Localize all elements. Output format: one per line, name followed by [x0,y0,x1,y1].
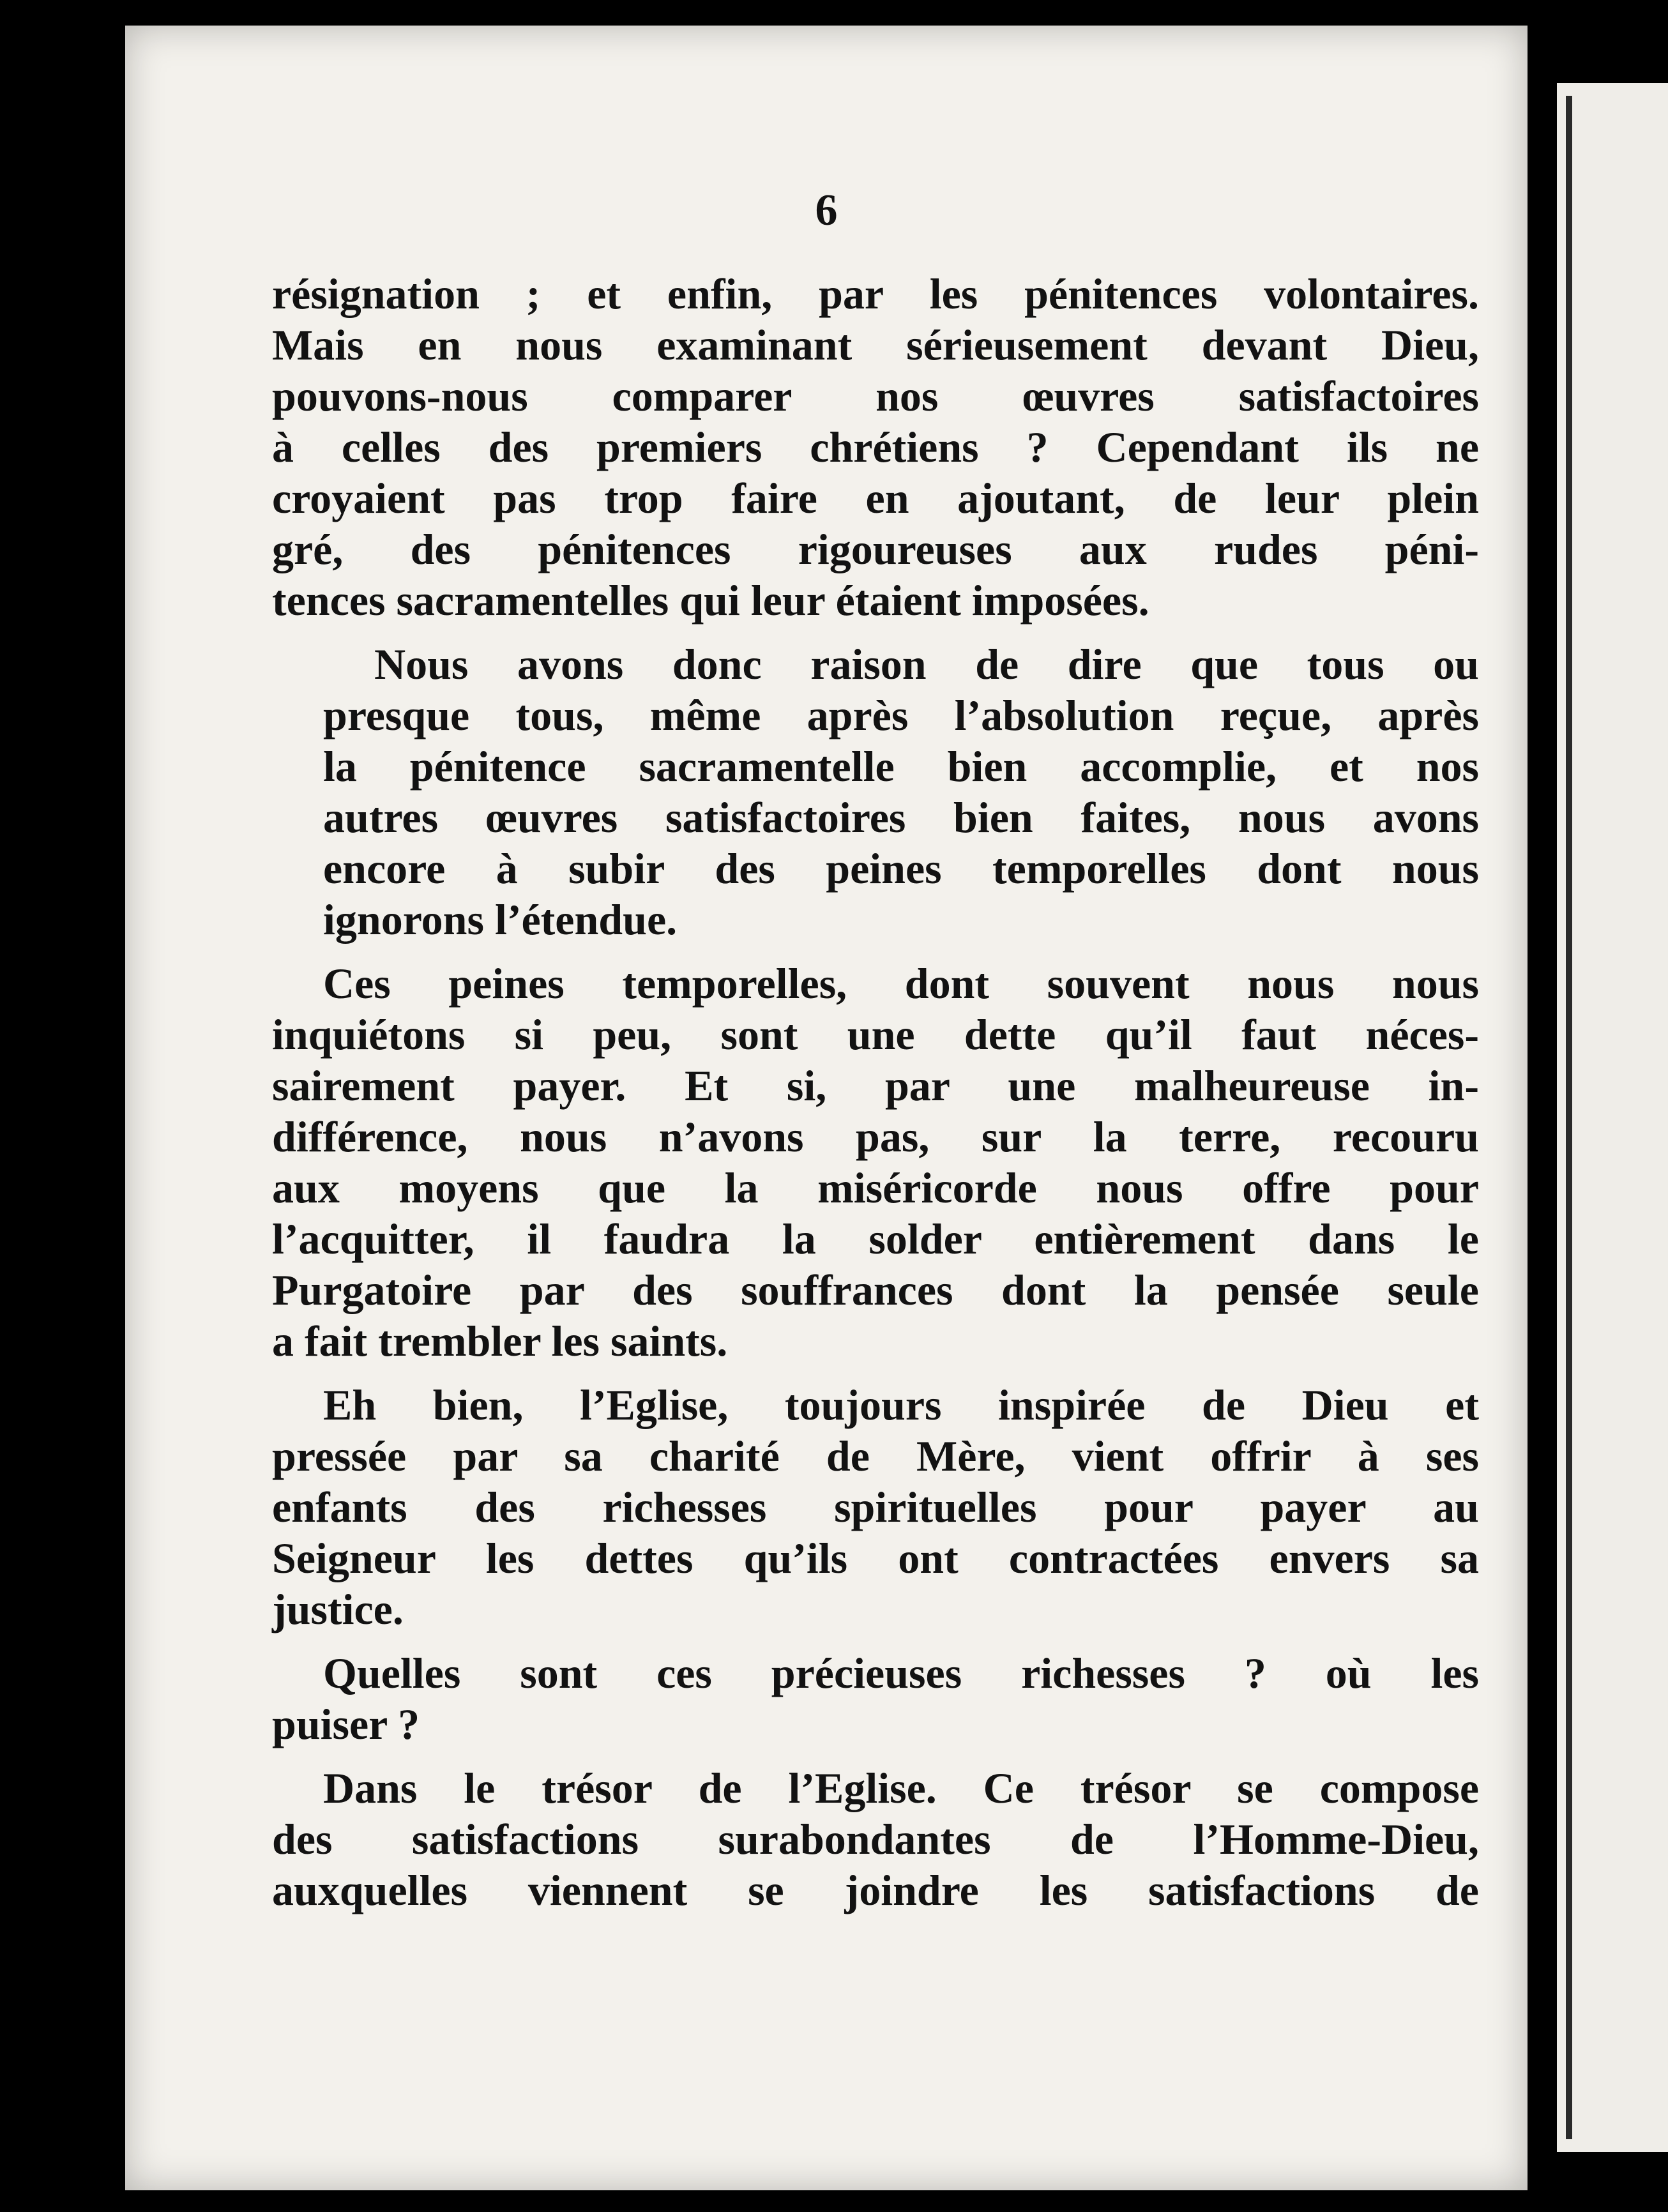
text-line: Nous avons donc raison de dire que tous ou [374,640,1479,688]
text-line: l’acquitter, il faudra la solder entièrement dans le [272,1215,1479,1263]
page-gutter-line [1566,96,1572,2139]
text-line: à celles des premiers chrétiens ? Cependant ils ne [272,423,1479,471]
text-line: Ces peines temporelles, dont souvent nous nous [323,959,1479,1008]
text-line: justice. [272,1585,404,1633]
text-line: ignorons l’étendue. [323,895,678,944]
text-line: puiser ? [272,1700,420,1748]
text-line: gré, des pénitences rigoureuses aux rudes péni- [272,525,1479,573]
text-line: différence, nous n’avons pas, sur la terre, recouru [272,1112,1479,1161]
paragraph-3 [272,958,1479,1367]
adjacent-page-edge [1557,83,1668,2152]
text-line: résignation ; et enfin, par les pénitences volontaires. [272,269,1479,318]
paragraph-1 [272,268,1479,626]
text-line: tences sacramentelles qui leur étaient imposées. [272,576,1149,625]
text-line: pouvons-nous comparer nos œuvres satisfactoires [272,372,1479,420]
page-number: 6 [815,186,838,235]
text-line: enfants des richesses spirituelles pour payer au [272,1483,1479,1531]
text-line: encore à subir des peines temporelles dont nous [323,844,1479,893]
text-line: Eh bien, l’Eglise, toujours inspirée de Dieu et [323,1381,1479,1429]
text-line: inquiétons si peu, sont une dette qu’il faut néces- [272,1010,1479,1059]
text-line: autres œuvres satisfactoires bien faites, nous avons [323,793,1479,842]
text-line: pressée par sa charité de Mère, vient offrir à ses [272,1432,1479,1480]
paragraph-4 [272,1379,1479,1635]
text-line: a fait trembler les saints. [272,1317,728,1365]
text-line: Mais en nous examinant sérieusement devant Dieu, [272,321,1479,369]
text-line: Quelles sont ces précieuses richesses ? où les [323,1649,1479,1697]
text-line: Seigneur les dettes qu’ils ont contractées envers sa [272,1534,1479,1582]
text-line: auxquelles viennent se joindre les satisfactions de [272,1866,1479,1914]
text-line: des satisfactions surabondantes de l’Homme-Dieu, [272,1815,1479,1863]
text-line: la pénitence sacramentelle bien accomplie, et nos [323,742,1479,791]
text-line: presque tous, même après l’absolution reçue, après [323,691,1479,739]
text-line: croyaient pas trop faire en ajoutant, de leur plein [272,474,1479,522]
text-line: aux moyens que la miséricorde nous offre pour [272,1163,1479,1212]
body-text [272,268,1479,1928]
paragraph-2 [272,639,1479,945]
paragraph-6 [272,1762,1479,1916]
paragraph-5 [272,1648,1479,1750]
text-line: Dans le trésor de l’Eglise. Ce trésor se compose [323,1764,1479,1812]
text-line: sairement payer. Et si, par une malheureuse in- [272,1061,1479,1110]
text-line: Purgatoire par des souffrances dont la pensée seule [272,1266,1479,1314]
book-page [125,26,1528,2190]
